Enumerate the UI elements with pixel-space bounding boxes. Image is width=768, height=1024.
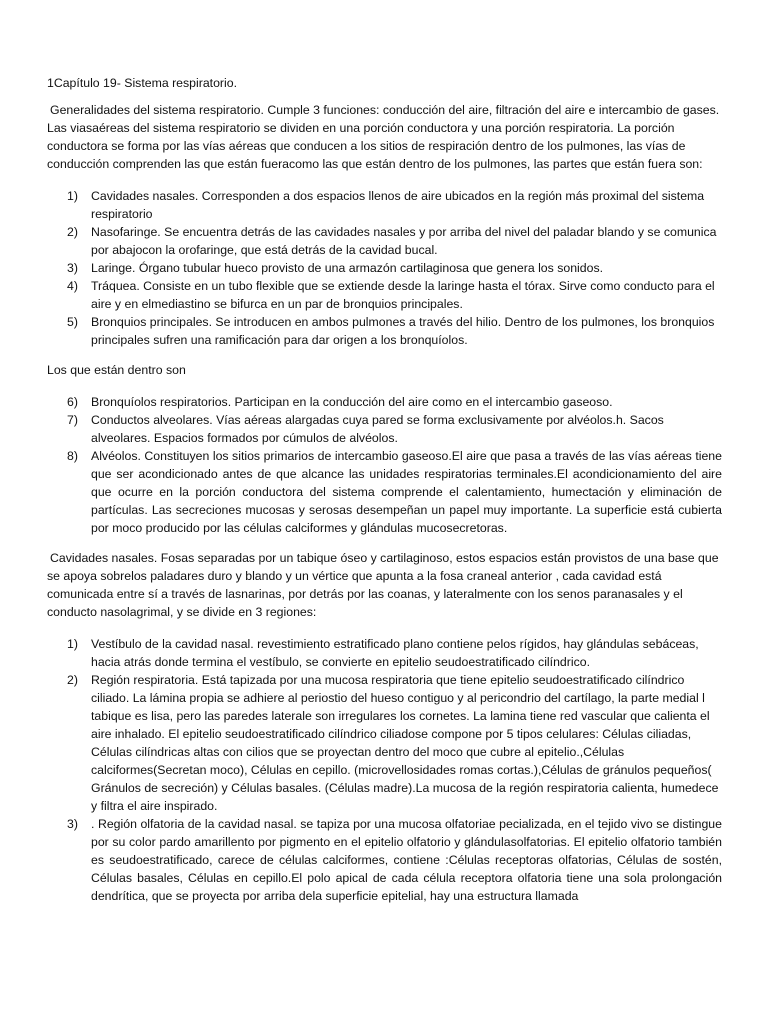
list-item: 3) . Región olfatoria de la cavidad nasal. se tapiza por una mucosa olfatoriae pecializada, en el tejido vivo se distingue por su color pardo amarillento por pigmento en el epitelio olfatorio y glándulasolfatorias. El epitelio olfatorio también es seudoestratificado, carece de células calciformes, contiene :Células receptoras olfatorias, Células de sostén, Células basales, Células en cepillo.El polo apical de cada célula receptora olfatoria tiene una sola prolongación dendrítica, que se proyecta por arriba dela superficie epitelial, hay una estructura llamada (67, 817, 722, 903)
list-item: 4) Tráquea. Consiste en un tubo flexible que se extiende desde la laringe hasta el tórax. Sirve como conducto para el aire y en elmediastino se bifurca en un par de bronquios principales. (67, 279, 715, 311)
list-item: 1) Vestíbulo de la cavidad nasal. revestimiento estratificado plano contiene pelos rígidos, hay glándulas sebáceas, hacia atrás donde termina el vestíbulo, se convierte en epitelio seudoestratificado cilíndrico. (67, 637, 699, 669)
inside-heading: Los que están dentro son (47, 363, 186, 377)
nasal-cavities-paragraph: Cavidades nasales. Fosas separadas por un tabique óseo y cartilaginoso, estos espacios están provistos de una base que se apoya sobrelos paladares duro y blando y un vértice que apunta a la fosa craneal anterior , cada cavidad está comunicada entre sí a través de lasnarinas, por detrás por las coanas, y lateralmente con los senos paranasales y el conducto nasolagrimal, y se divide en 3 regiones: (47, 551, 719, 619)
list-item: 3) Laringe. Órgano tubular hueco provisto de una armazón cartilaginosa que genera los sonidos. (67, 261, 604, 275)
nasal-regions-list (47, 635, 722, 905)
list-item: 5) Bronquios principales. Se introducen en ambos pulmones a través del hilio. Dentro de los pulmones, los bronquios principales sufren una ramificación para dar origen a los bronquíolos. (67, 315, 715, 347)
list-item: 7) Conductos alveolares. Vías aéreas alargadas cuya pared se forma exclusivamente por alvéolos.h. Sacos alveolares. Espacios formados por cúmulos de alvéolos. (67, 413, 664, 445)
list-item: 2) Región respiratoria. Está tapizada por una mucosa respiratoria que tiene epitelio seudoestratificado cilíndrico ciliado. La lámina propia se adhiere al periostio del hueso contiguo y al pericondrio del cartílago, la parte medial l tabique es lisa, pero las paredes laterale son irregulares los cornetes. La lamina tiene red vascular que calienta el aire inhalado. El epitelio seudoestratificado cilíndrico ciliadose compone por 5 tipos celulares: Células ciliadas, Células cilíndricas altas con cilios que se proyectan dentro del moco que cubre al epitelio.,Células calciformes(Secretan moco), Células en cepillo. (microvellosidades romas cortas.),Células de gránulos pequeños( Gránulos de secreción) y Células basales. (Células madre).La mucosa de la región respiratoria calienta, humedece y filtra el aire inspirado. (67, 673, 719, 813)
list-item: 1) Cavidades nasales. Corresponden a dos espacios llenos de aire ubicados en la región más proximal del sistema respiratorio (67, 189, 705, 221)
list-item: 2) Nasofaringe. Se encuentra detrás de las cavidades nasales y por arriba del nivel del paladar blando y se comunica por abajocon la orofaringe, que está detrás de la cavidad bucal. (67, 225, 717, 257)
inside-parts-list (47, 393, 722, 537)
document-title: 1Capítulo 19- Sistema respiratorio. (47, 76, 238, 90)
intro-paragraph: Generalidades del sistema respiratorio. Cumple 3 funciones: conducción del aire, filtración del aire e intercambio de gases. Las viasaéreas del sistema respiratorio se dividen en una porción conductora y una porción respiratoria. La porción conductora se forma por las vías aéreas que conducen a los sitios de respiración dentro de los pulmones, las vías de conducción comprenden las que están fueracomo las que están dentro de los pulmones, las partes que están fuera son: (47, 103, 720, 171)
list-item: 6) Bronquíolos respiratorios. Participan en la conducción del aire como en el intercambio gaseoso. (67, 395, 613, 409)
outside-parts-list (47, 187, 722, 349)
list-item: 8) Alvéolos. Constituyen los sitios primarios de intercambio gaseoso.El aire que pasa a través de las vías aéreas tiene que ser acondicionado antes de que alcance las unidades respiratorias terminales.El acondicionamiento del aire que ocurre en la porción conductora del sistema comprende el calentamiento, humectación y eliminación de partículas. Las secreciones mucosas y serosas desempeñan un papel muy importante. La superficie está cubierta por moco producido por las células calciformes y glándulas mucosecretoras. (67, 449, 722, 535)
